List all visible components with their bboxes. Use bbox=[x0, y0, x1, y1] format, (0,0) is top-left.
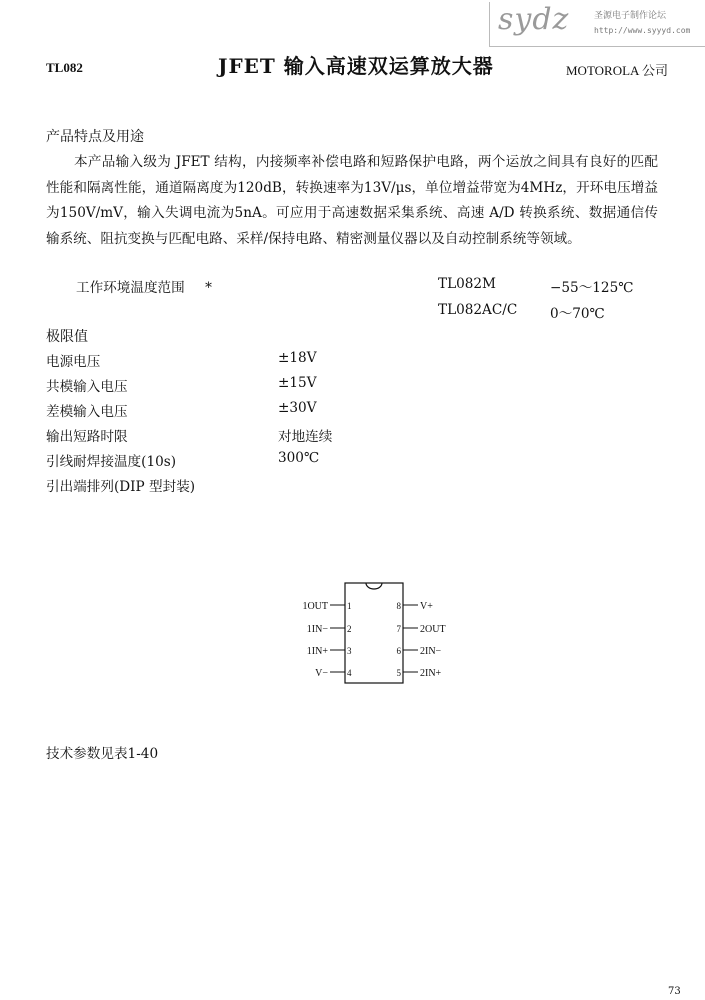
chip-body bbox=[345, 583, 403, 683]
limit-value: ±15V bbox=[278, 375, 317, 391]
features-paragraph bbox=[46, 150, 658, 252]
limit-value: ±18V bbox=[278, 350, 317, 366]
pin-number: 2 bbox=[347, 624, 352, 634]
limit-value: 300℃ bbox=[278, 450, 320, 466]
pin-name: 1IN− bbox=[306, 624, 328, 635]
part-number: TL082 bbox=[46, 60, 83, 75]
temp-range-m: −55～125℃ bbox=[550, 280, 634, 296]
limits-heading: 极限值 bbox=[46, 329, 88, 345]
footnote-mark: * bbox=[205, 280, 212, 296]
page-number: 73 bbox=[668, 986, 681, 997]
pin-number: 6 bbox=[396, 646, 401, 656]
temp-model-m: TL082M bbox=[438, 276, 496, 292]
pin-number: 7 bbox=[396, 624, 401, 634]
pin-name: 2IN− bbox=[420, 646, 442, 657]
pin-name: 1OUT bbox=[302, 601, 328, 612]
watermark-url: http://www.syyyd.com bbox=[594, 26, 691, 35]
pin-right-8 bbox=[397, 601, 434, 612]
watermark-banner bbox=[489, 2, 705, 47]
temp-range-label bbox=[76, 276, 212, 296]
limit-label: 电源电压 bbox=[46, 354, 101, 370]
dip-pinout-diagram bbox=[280, 575, 480, 695]
pin-left-1 bbox=[302, 601, 351, 612]
manufacturer: MOTOROLA 公司 bbox=[566, 63, 668, 78]
pin-number: 8 bbox=[396, 601, 401, 611]
params-reference: 技术参数见表1-40 bbox=[46, 746, 159, 762]
pin-name: 1IN+ bbox=[306, 646, 328, 657]
pin-left-4 bbox=[315, 668, 352, 679]
limit-value: ±30V bbox=[278, 400, 317, 416]
pin-name: 2OUT bbox=[420, 624, 446, 635]
pinout-heading: 引出端排列(DIP 型封装) bbox=[46, 479, 196, 495]
features-text: 本产品输入级为 JFET 结构，内接频率补偿电路和短路保护电路，两个运放之间具有良好的匹配性能和隔离性能，通道隔离度为120dB，转换速率为13V/μs，单位增益带宽为4MHz，开环电压增益为150V/mV，输入失调电流为5nA。可应用于高速数据采集系统、高速 A/D 转换系统、数据通信传输系统、阻抗变换与匹配电路、采样/保持电路、精密测量仪器以及自动控制系统等领域。 bbox=[46, 154, 658, 247]
page-title: JFET 输入高速双运算放大器 bbox=[218, 54, 494, 78]
limit-label: 引线耐焊接温度(10s) bbox=[46, 454, 177, 470]
limit-label: 差模输入电压 bbox=[46, 404, 128, 420]
temp-model-c: TL082AC/C bbox=[438, 302, 518, 318]
pin-right-7 bbox=[397, 624, 446, 635]
pin-name: V+ bbox=[420, 601, 433, 612]
pin-number: 1 bbox=[347, 601, 352, 611]
temp-range-c: 0～70℃ bbox=[550, 306, 605, 322]
limit-label: 输出短路时限 bbox=[46, 429, 128, 445]
temp-range-label-text: 工作环境温度范围 bbox=[76, 280, 185, 296]
watermark-logo: sydz bbox=[498, 2, 570, 37]
limit-label: 共模输入电压 bbox=[46, 379, 128, 395]
pin-number: 3 bbox=[347, 646, 352, 656]
features-heading: 产品特点及用途 bbox=[46, 129, 144, 145]
pin-name: 2IN+ bbox=[420, 668, 442, 679]
pin-name: V− bbox=[315, 668, 328, 679]
pin-number: 5 bbox=[396, 668, 401, 678]
pin-number: 4 bbox=[347, 668, 352, 678]
chip-notch bbox=[366, 583, 382, 589]
limit-value: 对地连续 bbox=[278, 429, 333, 445]
watermark-site-name: 圣源电子制作论坛 bbox=[594, 11, 667, 21]
